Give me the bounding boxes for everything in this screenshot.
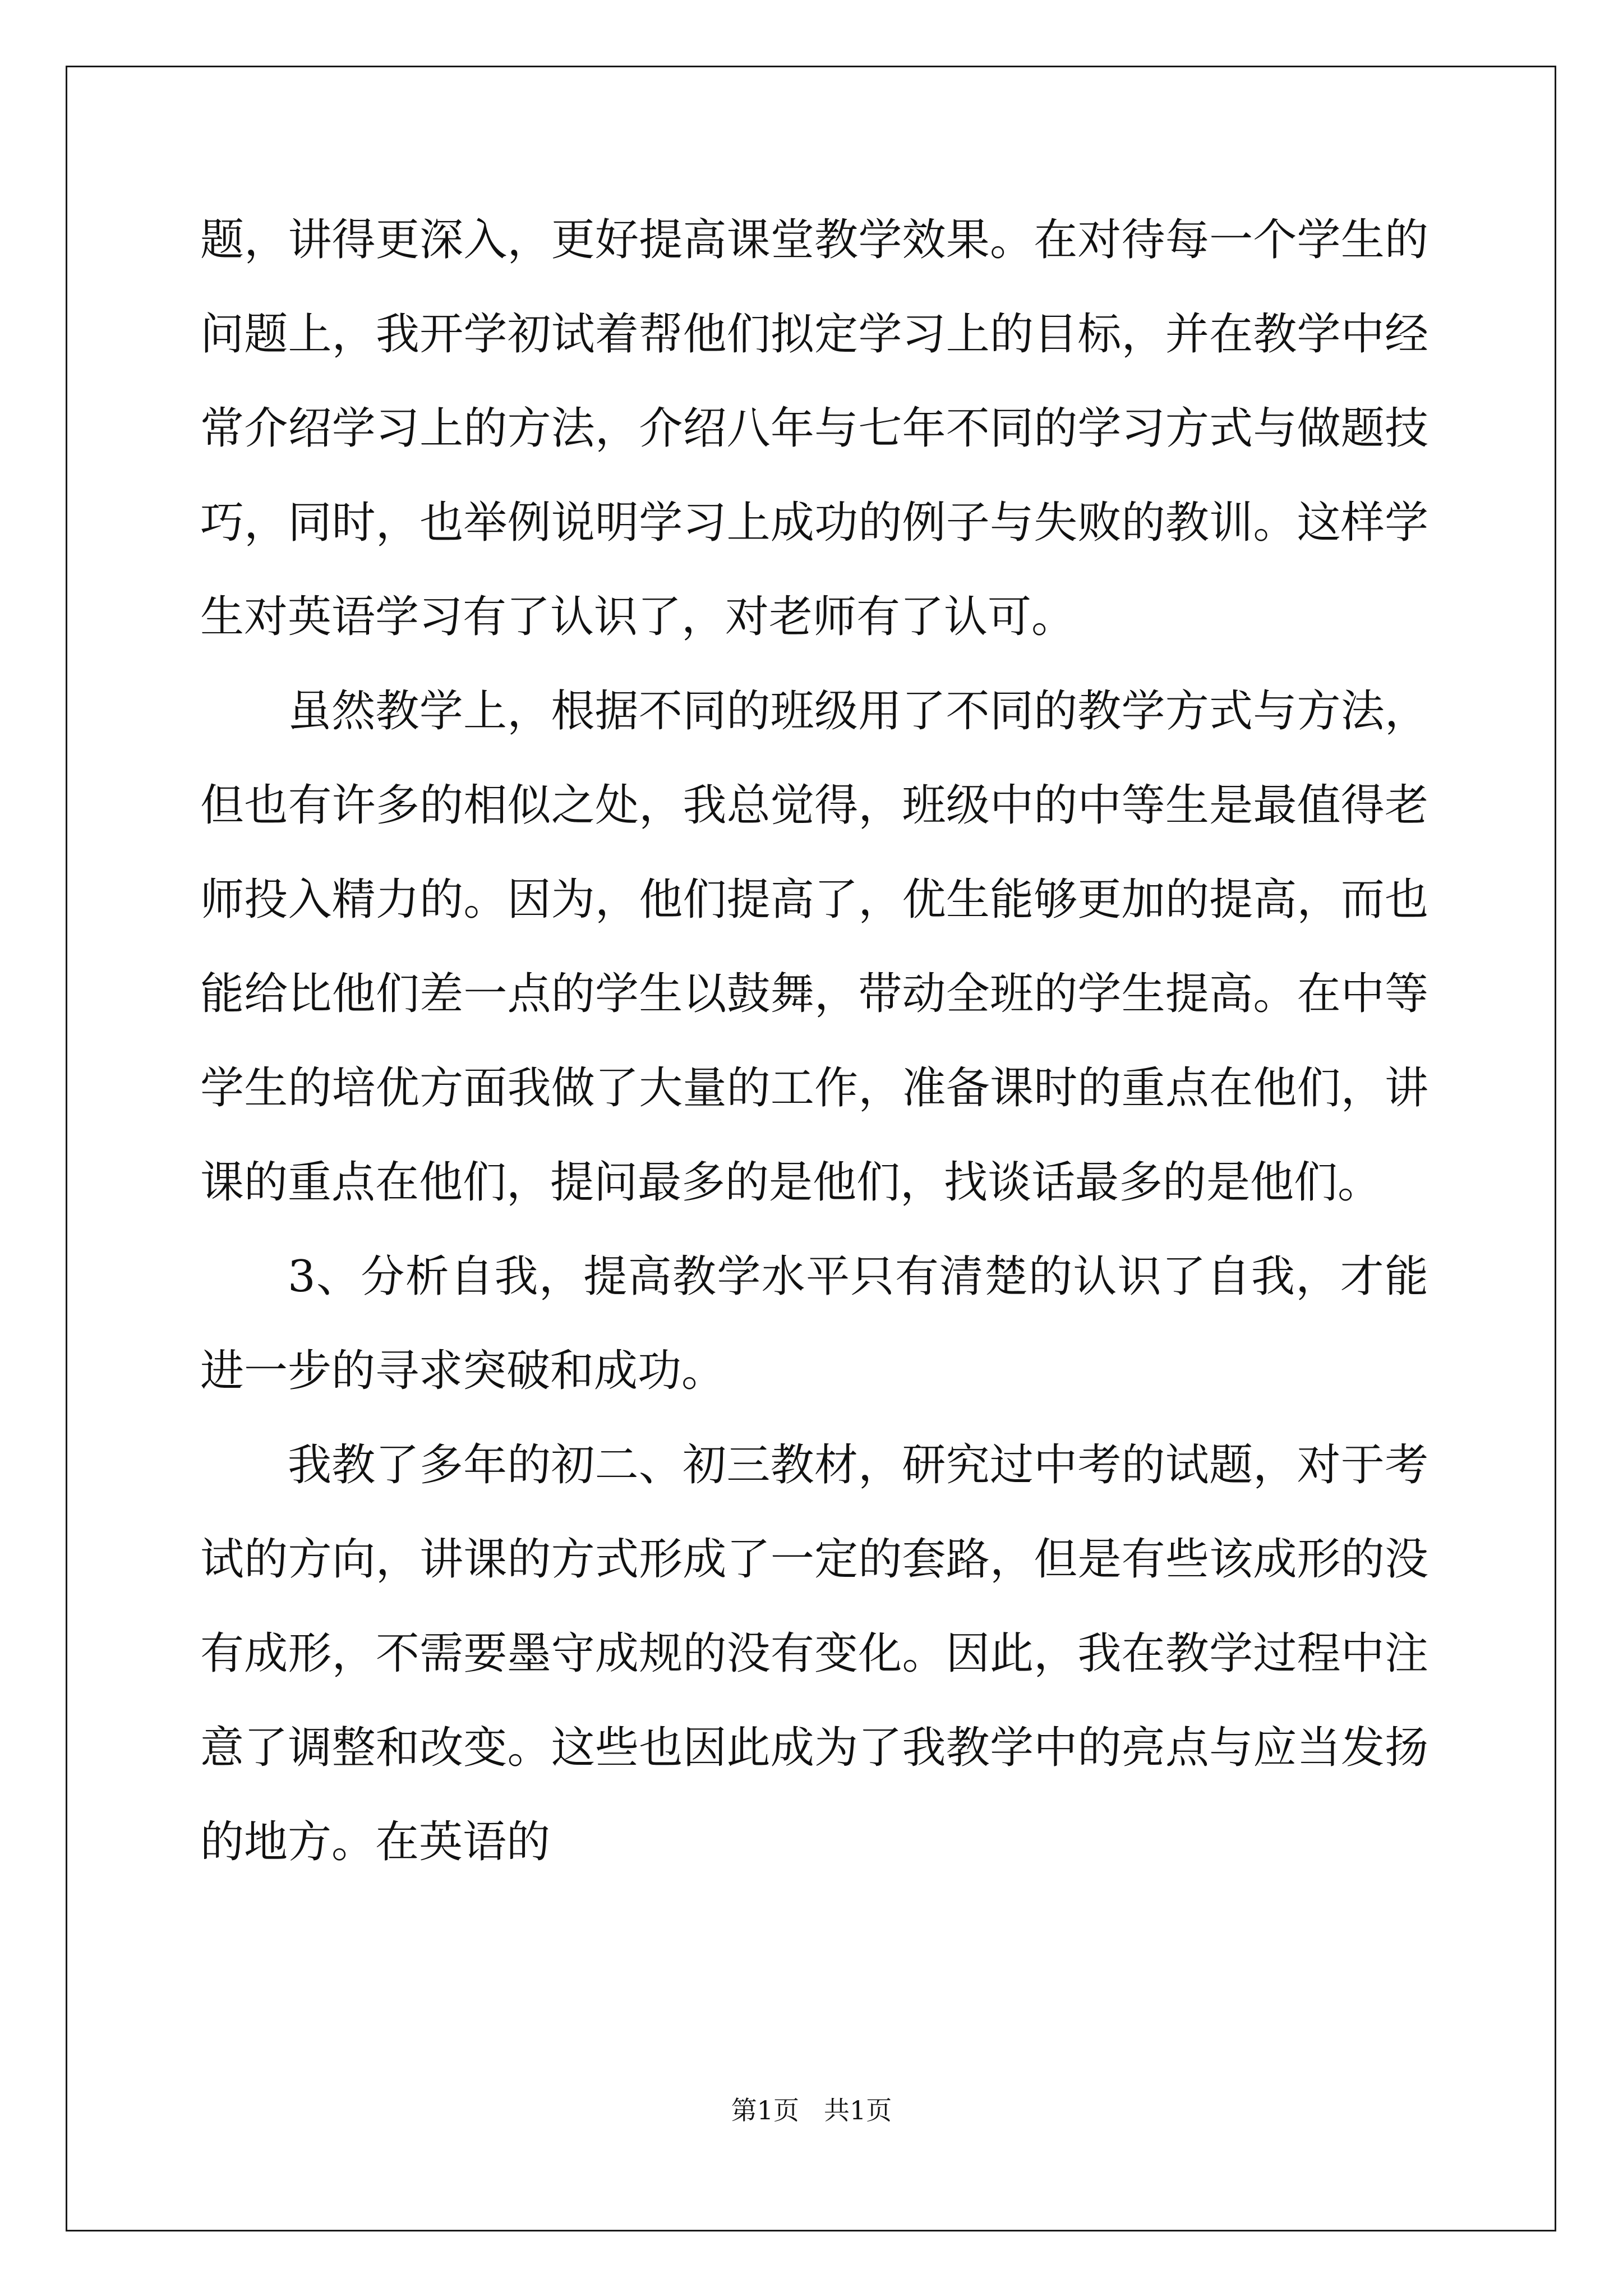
paragraph-3: 3、分析自我，提高教学水平只有清楚的认识了自我，才能进一步的寻求突破和成功。 <box>200 1251 1428 1396</box>
paragraph-4: 我教了多年的初二、初三教材，研究过中考的试题，对于考试的方向，讲课的方式形成了一定的套路，但是有些该成形的没有成形，不需要墨守成规的没有变化。因此，我在教学过程中注意了调整和改变。这些也因此成为了我教学中的亮点与应当发扬的地方。在英语的 <box>200 1440 1428 1867</box>
page-total: 共1页 <box>823 2095 892 2125</box>
page-number: 第1页 <box>731 2095 800 2125</box>
document-body <box>200 193 1428 1889</box>
paragraph-1: 题，讲得更深入，更好提高课堂教学效果。在对待每一个学生的问题上，我开学初试着帮他们拟定学习上的目标，并在教学中经常介绍学习上的方法，介绍八年与七年不同的学习方式与做题技巧，同时，也举例说明学习上成功的例子与失败的教训。这样学生对英语学习有了认识了，对老师有了认可。 <box>200 215 1428 642</box>
paragraph-2: 虽然教学上，根据不同的班级用了不同的教学方式与方法，但也有许多的相似之处，我总觉得，班级中的中等生是最值得老师投入精力的。因为，他们提高了，优生能够更加的提高，而也能给比他们差一点的学生以鼓舞，带动全班的学生提高。在中等学生的培优方面我做了大量的工作，准备课时的重点在他们，讲课的重点在他们，提问最多的是他们，找谈话最多的是他们。 <box>200 686 1428 1208</box>
page-footer <box>0 2090 1623 2127</box>
